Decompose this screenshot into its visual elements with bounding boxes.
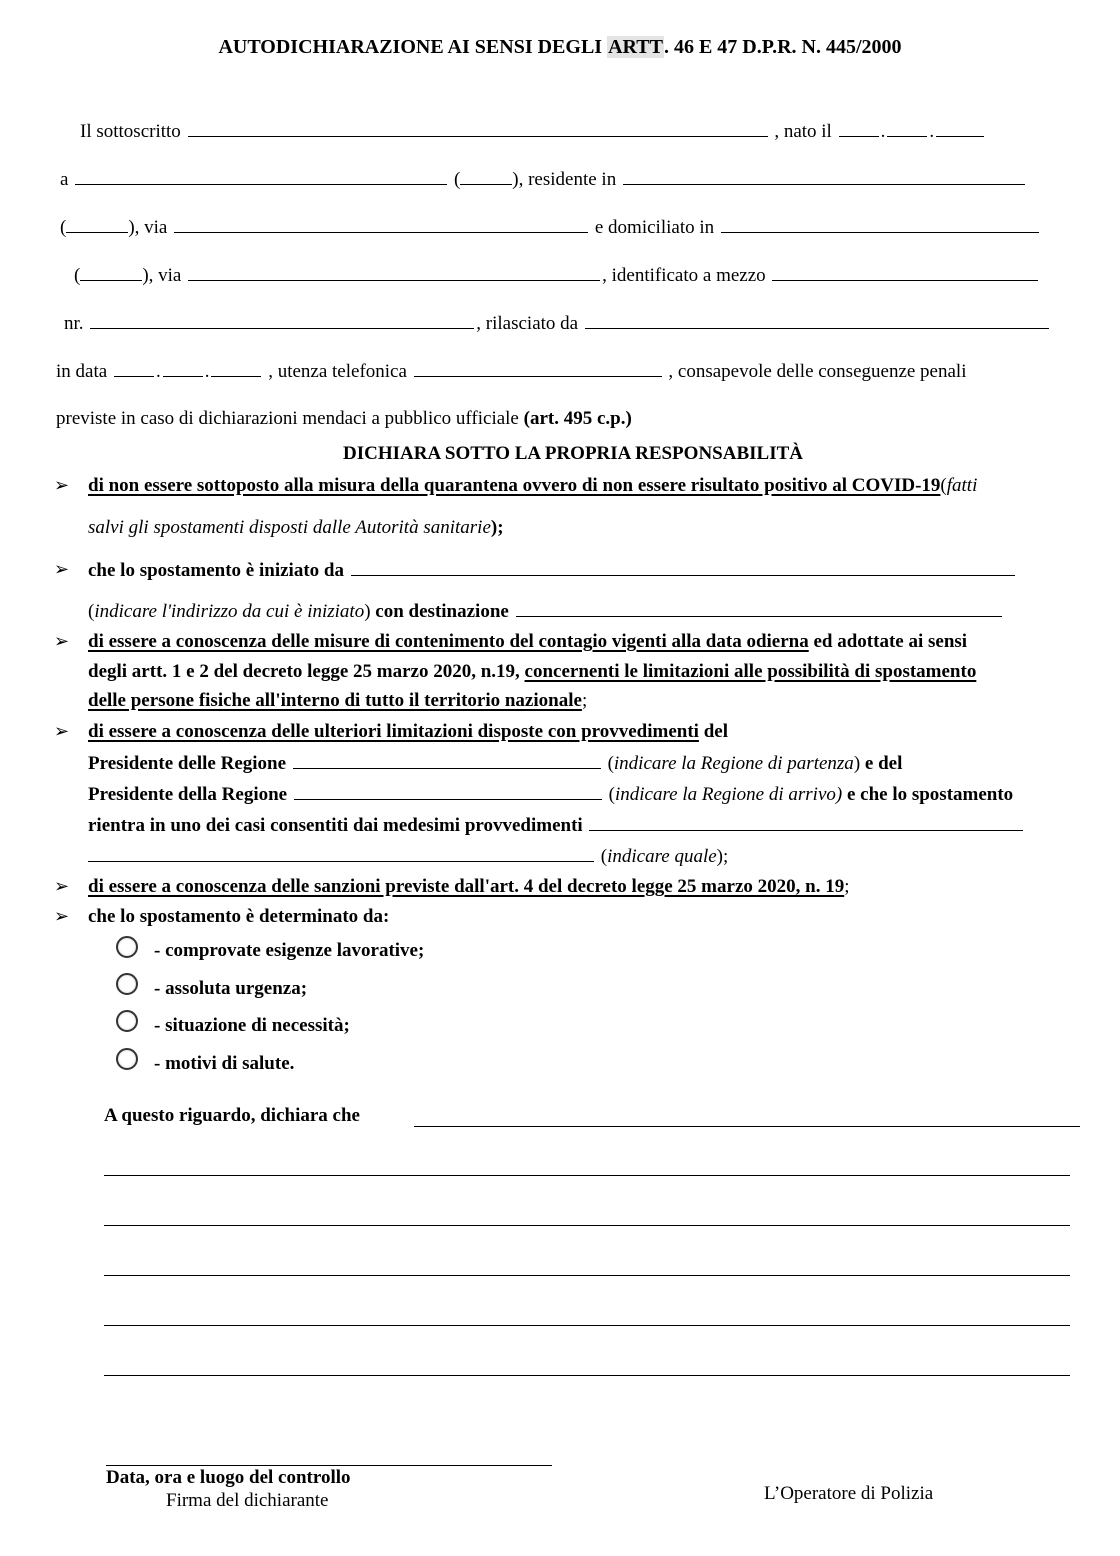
e-del-text: e del <box>860 753 903 774</box>
paren-close: ); <box>716 846 729 867</box>
row-residence-address <box>60 216 1041 239</box>
birth-day-field[interactable] <box>839 120 879 137</box>
paren-close: ) <box>364 601 371 622</box>
issue-day-field[interactable] <box>114 360 154 377</box>
bullet-further-limits <box>88 721 728 743</box>
paren-open: ( <box>88 601 95 622</box>
utenza-label: , utenza telefonica <box>268 361 407 382</box>
semicolon: ; <box>581 690 588 711</box>
bullet-destination <box>88 600 1004 623</box>
via-label: ), via <box>128 217 168 238</box>
paren-close: ) <box>853 753 861 774</box>
radio-work[interactable] <box>116 936 138 958</box>
row-document-number <box>64 312 1051 335</box>
reason-work-label: - comprovate esigenze lavorative; <box>154 940 425 961</box>
bullet-sanctions <box>88 876 849 898</box>
via-label: ), via <box>142 265 182 286</box>
control-date-label: Data, ora e luogo del controllo <box>106 1467 351 1488</box>
quarantine-note-cont: salvi gli spostamenti disposti dalle Autorità sanitarie <box>88 517 491 538</box>
statement-line[interactable] <box>104 1325 1070 1326</box>
arrival-region-field[interactable] <box>294 783 602 800</box>
arrow-bullet-icon: ➢ <box>54 876 70 896</box>
a-label: a <box>60 169 69 190</box>
departure-hint: indicare la Regione di partenza <box>613 753 854 774</box>
arrow-bullet-icon: ➢ <box>54 475 70 495</box>
bullet-containment-line3 <box>88 690 587 712</box>
allowed-cases-label: rientra in uno dei casi consentiti dai medesimi provvedimenti <box>88 815 583 836</box>
art-reference: (art. 495 c.p.) <box>523 408 632 429</box>
bullet-quarantine <box>88 475 977 497</box>
in-data-label: in data <box>56 361 108 382</box>
residente-label: ), residente in <box>512 169 617 190</box>
indicate-which-hint: indicare quale <box>607 846 717 867</box>
reason-health-label: - motivi di salute. <box>154 1053 295 1074</box>
row-previste <box>56 408 632 430</box>
separator: . <box>204 361 210 382</box>
allowed-case-field[interactable] <box>589 814 1023 831</box>
police-officer-label: L’Operatore di Polizia <box>764 1483 934 1504</box>
row-issue-date <box>56 360 966 383</box>
quarantine-note: fatti <box>946 475 978 496</box>
issue-month-field[interactable] <box>163 360 203 377</box>
name-field[interactable] <box>188 120 768 137</box>
title-text: AUTODICHIARAZIONE AI SENSI DEGLI <box>218 36 608 58</box>
nr-label: nr. <box>64 313 84 334</box>
id-document-field[interactable] <box>772 264 1038 281</box>
bullet-quarantine-cont <box>88 517 504 539</box>
radio-necessity[interactable] <box>116 1010 138 1032</box>
row-domicile-address <box>74 264 1040 287</box>
origin-label: che lo spostamento è iniziato da <box>88 560 344 581</box>
statement-line[interactable] <box>104 1225 1070 1226</box>
separator: . <box>880 121 886 142</box>
paren-open: ( <box>74 265 81 286</box>
containment-text-2: ed adottate ai sensi <box>808 631 968 652</box>
row-indicate-which <box>88 845 728 868</box>
residence-province-field[interactable] <box>66 216 128 233</box>
paren-open: ( <box>940 475 947 496</box>
reason-urgency-label: - assoluta urgenza; <box>154 978 308 999</box>
limitations-text-cont: delle persone fisiche all'interno di tutto il territorio nazionale <box>88 690 582 711</box>
residence-street-field[interactable] <box>174 216 588 233</box>
paren-open: ( <box>600 846 608 867</box>
arrival-president-label: Presidente della Regione <box>88 784 288 805</box>
origin-hint: indicare l'indirizzo da cui è iniziato <box>94 601 365 622</box>
quarantine-text: di non essere sottoposto alla misura della quarantena ovvero di non essere risultato positivo al COVID-19 <box>88 475 941 496</box>
destination-label: con destinazione <box>370 601 509 622</box>
birth-month-field[interactable] <box>887 120 927 137</box>
birthplace-field[interactable] <box>75 168 447 185</box>
issued-by-field[interactable] <box>585 312 1049 329</box>
statement-label: A questo riguardo, dichiara che <box>104 1105 360 1126</box>
phone-field[interactable] <box>414 360 662 377</box>
further-limits-text: di essere a conoscenza delle ulteriori limitazioni disposte con provvedimenti <box>88 721 699 742</box>
paren-open: ( <box>607 753 614 774</box>
separator: . <box>155 361 161 382</box>
signature-label: Firma del dichiarante <box>166 1490 329 1511</box>
del-text: del <box>698 721 728 742</box>
consapevole-label: , consapevole delle conseguenze penali <box>668 361 967 382</box>
row-arrival-region <box>88 783 1013 806</box>
domicile-city-field[interactable] <box>721 216 1039 233</box>
containment-text: di essere a conoscenza delle misure di contenimento del contagio vigenti alla data odierna <box>88 631 809 652</box>
statement-line[interactable] <box>104 1375 1070 1376</box>
title-highlight: ARTT <box>608 36 663 58</box>
birth-year-field[interactable] <box>936 120 984 137</box>
bullet-reason: che lo spostamento è determinato da: <box>88 906 390 927</box>
paren-open: ( <box>453 169 461 190</box>
identificato-label: , identificato a mezzo <box>602 265 766 286</box>
paren-close: ); <box>490 517 504 538</box>
paren-open: ( <box>60 217 67 238</box>
rilasciato-label: , rilasciato da <box>476 313 579 334</box>
previste-text: previste in caso di dichiarazioni mendaci a pubblico ufficiale <box>56 408 524 429</box>
row-departure-region <box>88 752 902 775</box>
statement-line[interactable] <box>104 1275 1070 1276</box>
signature-line[interactable] <box>106 1465 552 1466</box>
row-sottoscritto <box>80 120 986 143</box>
bullet-origin <box>88 559 1017 582</box>
spostamento-text: e che lo spostamento <box>842 784 1014 805</box>
document-number-field[interactable] <box>90 312 474 329</box>
statement-field[interactable] <box>414 1126 1080 1127</box>
arrow-bullet-icon: ➢ <box>54 631 70 651</box>
domicile-province-field[interactable] <box>80 264 142 281</box>
row-birthplace <box>60 168 1027 191</box>
title-text-end: . 46 E 47 D.P.R. N. 445/2000 <box>663 36 902 58</box>
issue-year-field[interactable] <box>211 360 261 377</box>
arrival-hint: indicare la Regione di arrivo) <box>614 784 843 805</box>
arrow-bullet-icon: ➢ <box>54 721 70 741</box>
paren-open: ( <box>608 784 615 805</box>
sanctions-text: di essere a conoscenza delle sanzioni previste dall'art. 4 del decreto legge 25 marzo 2020, n. 19 <box>88 876 845 897</box>
birth-province-field[interactable] <box>460 168 512 185</box>
statement-line[interactable] <box>104 1175 1070 1176</box>
radio-health[interactable] <box>116 1048 138 1070</box>
domiciliato-label: e domiciliato in <box>594 217 715 238</box>
separator: . <box>929 121 935 142</box>
arrow-bullet-icon: ➢ <box>54 906 70 926</box>
residence-city-field[interactable] <box>623 168 1025 185</box>
limitations-text: concernenti le limitazioni alle possibilità di spostamento <box>524 661 977 682</box>
declaration-heading: DICHIARA SOTTO LA PROPRIA RESPONSABILITÀ <box>343 443 803 464</box>
bullet-containment-line2 <box>88 661 976 683</box>
reason-necessity-label: - situazione di necessità; <box>154 1015 350 1036</box>
destination-field[interactable] <box>516 600 1002 617</box>
nato-label: , nato il <box>774 121 832 142</box>
bullet-containment <box>88 631 967 653</box>
semicolon: ; <box>844 876 850 897</box>
domicile-street-field[interactable] <box>188 264 600 281</box>
sottoscritto-label: Il sottoscritto <box>80 121 181 142</box>
decree-reference: degli artt. 1 e 2 del decreto legge 25 marzo 2020, n.19, <box>88 661 525 682</box>
departure-region-field[interactable] <box>293 752 601 769</box>
radio-urgency[interactable] <box>116 973 138 995</box>
page-title <box>0 36 1120 59</box>
row-allowed-cases <box>88 814 1025 837</box>
arrow-bullet-icon: ➢ <box>54 559 70 579</box>
departure-president-label: Presidente delle Regione <box>88 753 287 774</box>
origin-address-field[interactable] <box>351 559 1015 576</box>
allowed-case-field-cont[interactable] <box>88 845 594 862</box>
